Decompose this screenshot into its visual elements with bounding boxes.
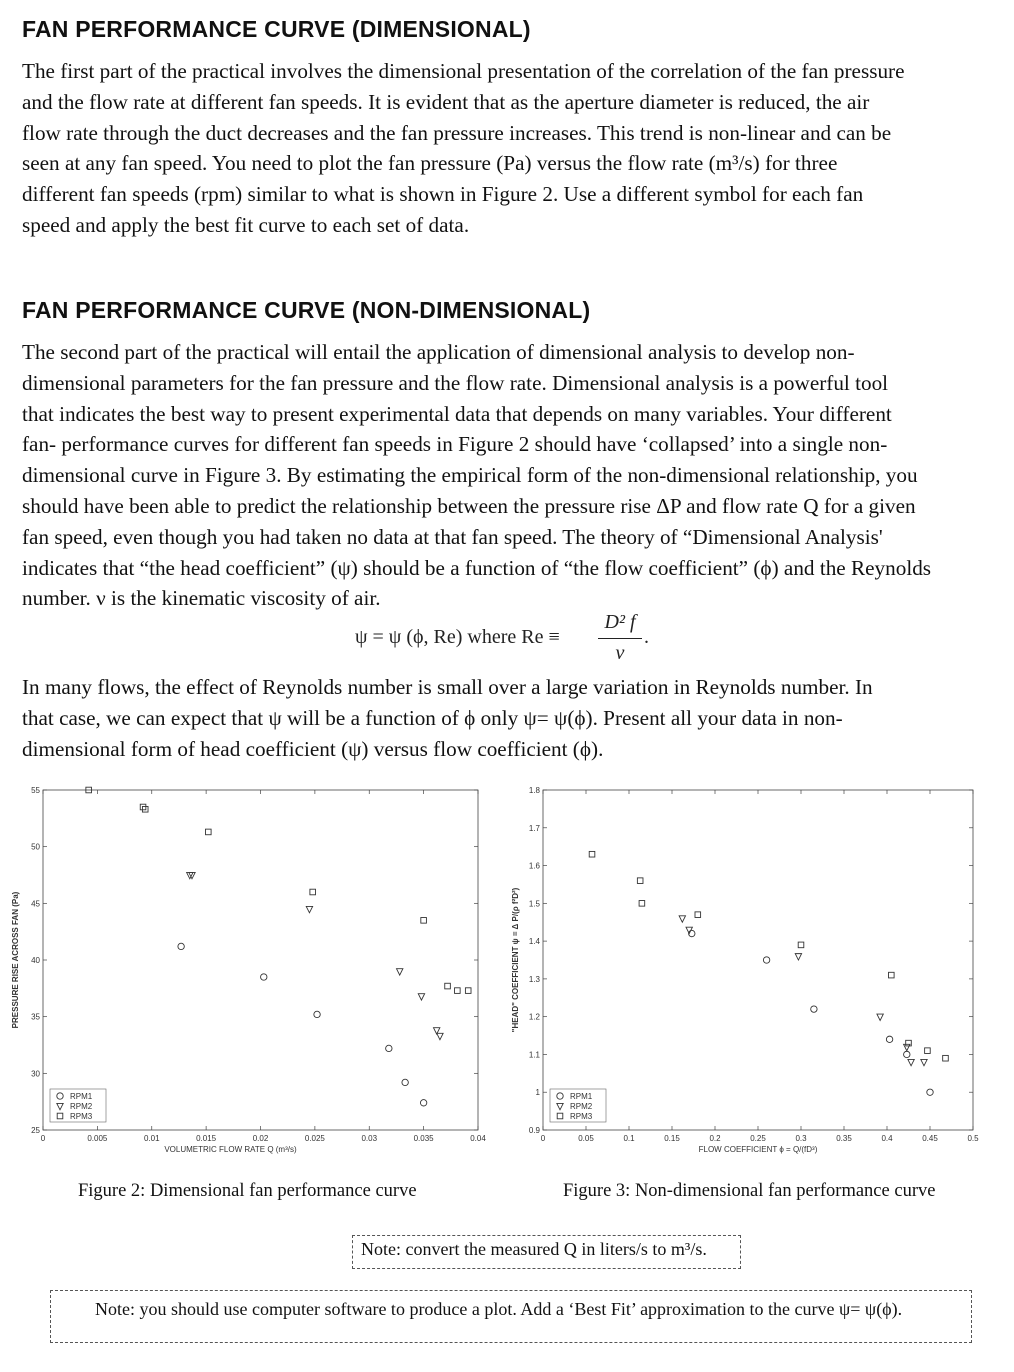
- x-axis-label: VOLUMETRIC FLOW RATE Q (m³/s): [164, 1145, 297, 1154]
- figure2-caption: Figure 2: Dimensional fan performance curve: [78, 1181, 417, 1201]
- x-tick-label: 0.3: [795, 1134, 807, 1143]
- equation-numerator: D² f: [604, 611, 636, 633]
- text-line: that indicates the best way to present experimental data that depends on many variables. Your different: [22, 401, 892, 426]
- x-tick-label: 0: [540, 1134, 546, 1143]
- x-tick-label: 0.2: [709, 1134, 721, 1143]
- plot-frame: [543, 790, 973, 1130]
- y-tick-label: 0.9: [528, 1126, 540, 1135]
- legend-label: RPM2: [70, 1102, 93, 1111]
- legend-label: RPM3: [570, 1112, 593, 1121]
- text-line: dimensional parameters for the fan pressure and the flow rate. Dimensional analysis is a powerful tool: [22, 370, 889, 395]
- text-line: flow rate through the duct decreases and the fan pressure increases. This trend is non-linear and can be: [22, 120, 892, 145]
- text-line: that case, we can expect that ψ will be a function of ϕ only ψ= ψ(ϕ). Present all your data in non-: [22, 705, 843, 730]
- x-tick-label: 0.15: [664, 1134, 680, 1143]
- note-convert-units: Note: convert the measured Q in liters/s to m³/s.: [352, 1235, 741, 1269]
- x-tick-label: 0.5: [967, 1134, 979, 1143]
- paragraph-nondimensional: [22, 337, 998, 614]
- text-line: dimensional curve in Figure 3. By estimating the empirical form of the non-dimensional relationship, you: [22, 463, 918, 488]
- x-tick-label: 0.02: [252, 1134, 269, 1143]
- text-line: dimensional form of head coefficient (ψ) versus flow coefficient (ϕ).: [22, 736, 604, 761]
- equation-denominator: ν: [615, 642, 625, 664]
- paragraph-dimensional: [22, 56, 998, 241]
- y-tick-label: 1.3: [528, 974, 540, 984]
- equation-left: ψ = ψ (ϕ, Re) where Re ≡: [355, 626, 560, 648]
- paragraph-reynolds: [22, 672, 998, 764]
- x-tick-label: 0.035: [413, 1134, 434, 1143]
- plot-frame: [43, 790, 478, 1130]
- text-line: and the flow rate at different fan speeds. It is evident that as the aperture diameter is reduced, the air: [22, 89, 870, 114]
- y-tick-label: 1.6: [528, 861, 540, 871]
- text-line: The first part of the practical involves the dimensional presentation of the correlation of the fan pressure: [22, 59, 905, 83]
- legend-label: RPM3: [70, 1112, 93, 1121]
- y-tick-label: 30: [31, 1069, 40, 1079]
- x-tick-label: 0.03: [361, 1134, 378, 1143]
- x-tick-label: 0.025: [304, 1134, 325, 1143]
- legend-label: RPM1: [570, 1092, 593, 1101]
- x-axis-label: FLOW COEFFICIENT ϕ = Q/(fD³): [698, 1145, 818, 1154]
- y-tick-label: 35: [31, 1012, 40, 1022]
- y-tick-label: 45: [31, 899, 40, 909]
- x-tick-label: 0.04: [470, 1134, 486, 1143]
- y-axis-label: "HEAD" COEFFICIENT ψ = Δ P/(ρ f²D²): [511, 887, 520, 1033]
- text-line: indicates that “the head coefficient” (ψ) should be a function of “the flow coefficient” (ϕ) and the Reynolds: [22, 555, 932, 580]
- text-line: seen at any fan speed. You need to plot the fan pressure (Pa) versus the flow rate (m³/s) for three: [22, 151, 838, 176]
- legend-label: RPM2: [570, 1102, 593, 1111]
- figure3-chart: [500, 780, 1014, 1160]
- y-tick-label: 1.7: [528, 823, 540, 833]
- text-line: In many flows, the effect of Reynolds number is small over a large variation in Reynolds number. In: [22, 675, 873, 699]
- x-tick-label: 0.05: [578, 1134, 594, 1143]
- fraction-bar: [598, 638, 642, 639]
- x-tick-label: 0.25: [750, 1134, 766, 1143]
- text-line: The second part of the practical will entail the application of dimensional analysis to develop non-: [22, 340, 855, 364]
- section-heading-dimensional: FAN PERFORMANCE CURVE (DIMENSIONAL): [22, 16, 531, 42]
- y-tick-label: 1.2: [528, 1012, 540, 1022]
- x-tick-label: 0.1: [623, 1134, 635, 1143]
- x-tick-label: 0.015: [196, 1134, 217, 1143]
- legend-label: RPM1: [70, 1092, 93, 1101]
- section-heading-nondimensional: FAN PERFORMANCE CURVE (NON-DIMENSIONAL): [22, 297, 591, 323]
- text-line: speed and apply the best fit curve to each set of data.: [22, 212, 470, 237]
- y-tick-label: 55: [31, 786, 40, 795]
- text-line: should have been able to predict the relationship between the pressure rise ΔP and flow rate Q for a given: [22, 493, 916, 518]
- text-line: number. ν is the kinematic viscosity of air.: [22, 586, 381, 611]
- x-tick-label: 0.45: [922, 1134, 938, 1143]
- y-tick-label: 1.4: [528, 937, 540, 947]
- y-axis-label: PRESSURE RISE ACROSS FAN (Pa): [11, 891, 20, 1029]
- figure3-caption: Figure 3: Non-dimensional fan performance curve: [563, 1181, 936, 1201]
- x-tick-label: 0: [40, 1134, 46, 1143]
- text-line: fan speed, even though you had taken no data at that fan speed. The theory of “Dimensional Analysis': [22, 524, 883, 549]
- y-tick-label: 1: [535, 1088, 540, 1098]
- x-tick-label: 0.4: [881, 1134, 893, 1143]
- y-tick-label: 40: [31, 956, 40, 965]
- y-tick-label: 50: [31, 842, 40, 852]
- x-tick-label: 0.005: [87, 1134, 108, 1143]
- y-tick-label: 1.5: [528, 899, 540, 909]
- x-tick-label: 0.01: [143, 1134, 160, 1143]
- figure2-chart: [0, 780, 500, 1160]
- note-best-fit: Note: you should use computer software to produce a plot. Add a ‘Best Fit’ approximation to the curve ψ= ψ(ϕ).: [50, 1290, 972, 1343]
- y-tick-label: 1.1: [528, 1050, 540, 1060]
- text-line: fan- performance curves for different fan speeds in Figure 2 should have ‘collapsed’ into a single non-: [22, 432, 888, 457]
- y-tick-label: 1.8: [528, 786, 540, 795]
- text-line: different fan speeds (rpm) similar to what is shown in Figure 2. Use a different symbol for each fan: [22, 182, 864, 207]
- y-tick-label: 25: [31, 1126, 40, 1135]
- x-tick-label: 0.35: [836, 1134, 852, 1143]
- equation-period: .: [644, 626, 649, 648]
